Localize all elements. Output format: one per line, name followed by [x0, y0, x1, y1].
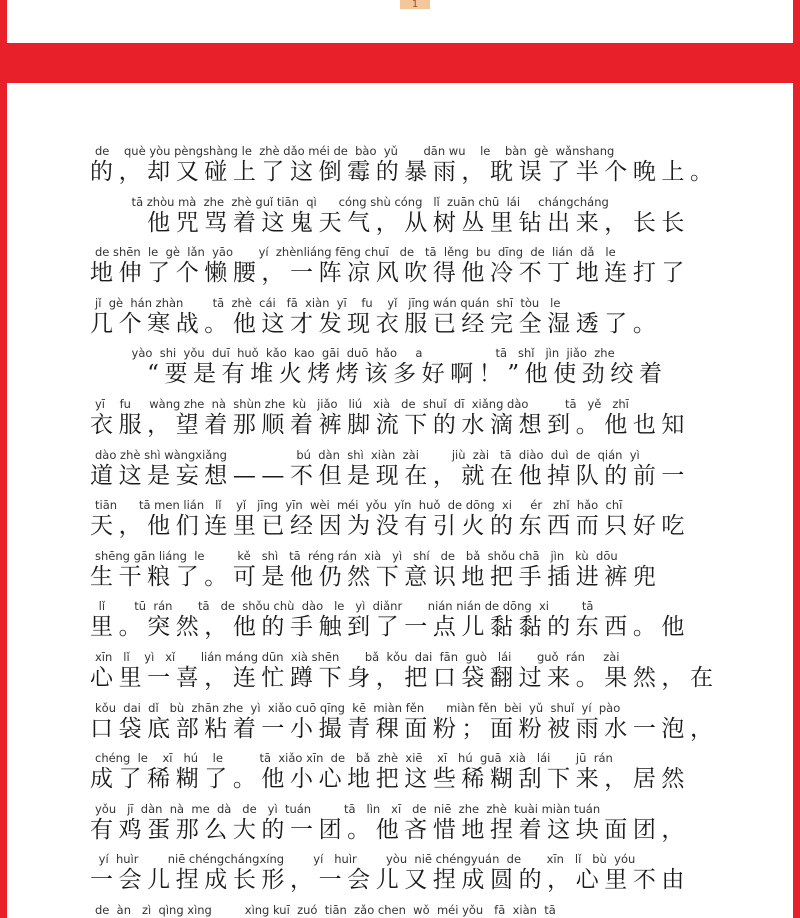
text-line — [7, 649, 793, 699]
pinyin-row: yī fu wàng zhe nà shùn zhe kù jiǎo liú xià de shuǐ dī xiǎng dào tā yě zhī — [95, 397, 629, 411]
previous-page-strip — [7, 0, 793, 43]
hanzi-row: 心里一喜，连忙蹲下身，把口袋翻过来。果然，在 — [90, 665, 719, 691]
pinyin-row: yào shi yǒu duī huǒ kǎo kao gāi duō hǎo a tā shǐ jìn jiǎo zhe — [95, 346, 615, 361]
text-line — [7, 295, 793, 345]
text-line — [7, 598, 793, 648]
hanzi-row: 天，他们连里已经因为没有引火的东西而只好吃 — [90, 513, 690, 540]
pinyin-row: yí huìr niē chéngchángxíng yí huìr yòu niē chéngyuán de xīn lǐ bù yóu — [95, 852, 636, 867]
text-line — [7, 447, 793, 497]
hanzi-row: 的，却又碰上了这倒霉的暴雨，耽误了半个晚上。 — [90, 159, 719, 185]
text-line — [7, 700, 793, 750]
hanzi-row: 一会儿捏成长形，一会儿又捏成圆的，心里不由 — [90, 867, 690, 894]
text-line — [7, 851, 793, 901]
hanzi-row: 他咒骂着这鬼天气，从树丛里钻出来，长长 — [90, 209, 690, 236]
pinyin-row: de àn zì qìng xìng xìng kuī zuó tiān zǎo chen wǒ méi yǒu fā xiàn tā — [95, 903, 556, 917]
hanzi-row: 地伸了个懒腰，一阵凉风吹得他冷不丁地连打了 — [90, 260, 690, 287]
hanzi-row: 衣服，望着那顺着裤脚流下的水滴想到。他也知 — [90, 412, 690, 438]
pinyin-row: yǒu jī dàn nà me dà de yì tuán tā lìn xī de niē zhe zhè kuài miàn tuán — [95, 801, 601, 816]
pinyin-row: jǐ gè hán zhàn tā zhè cái fā xiàn yī fu yǐ jīng wán quán shī tòu le — [95, 295, 561, 310]
text-line — [7, 244, 793, 294]
text-line — [7, 750, 793, 800]
text-line — [7, 143, 793, 193]
hanzi-row: “要是有堆火烤烤该多好啊！”他使劲绞着 — [90, 361, 668, 388]
pinyin-row: chéng le xī hú le tā xiǎo xīn de bǎ zhè xiē xī hú guā xià lái jū rán — [95, 751, 613, 766]
story-page — [7, 83, 793, 918]
text-line — [7, 345, 793, 395]
text-line — [7, 801, 793, 851]
hanzi-row: 生干粮了。可是他仍然下意识地把手插进裤兜 — [90, 563, 662, 590]
pinyin-row: lǐ tū rán tā de shǒu chù dào le yì diǎnr nián nián de dōng xi tā — [95, 599, 594, 614]
pinyin-row: de què yòu pèngshàng le zhè dǎo méi de bào yǔ dān wu le bàn gè wǎnshang — [95, 144, 615, 158]
pinyin-row: xīn lǐ yì xǐ lián máng dūn xià shēn bǎ kǒu dai fān guò lái guǒ rán zài — [95, 650, 620, 664]
pinyin-row: kǒu dai dǐ bù zhān zhe yì xiǎo cuō qīng kē miàn fěn miàn fěn bèi yǔ shuǐ yí pào — [95, 700, 621, 715]
hanzi-row: 有鸡蛋那么大的一团。他吝惜地捏着这块面团， — [90, 816, 690, 843]
pinyin-row: shēng gān liáng le kě shì tā réng rán xià yì shí de bǎ shǒu chā jìn kù dōu — [95, 548, 618, 563]
pinyin-row: de shēn le gè lǎn yāo yí zhènliáng fēng chuī de tā lěng bu dīng de lián dǎ le — [95, 245, 616, 260]
page-number: 1 — [400, 0, 430, 9]
text-line — [7, 396, 793, 446]
text-line — [7, 497, 793, 547]
hanzi-row: 成了稀糊了。他小心地把这些稀糊刮下来，居然 — [90, 766, 690, 793]
text-line — [7, 902, 793, 918]
pinyin-row: tiān tā men lián lǐ yǐ jīng yīn wèi méi yǒu yǐn huǒ de dōng xi ér zhǐ hǎo chī — [95, 498, 623, 513]
text-line — [7, 194, 793, 244]
pinyin-row: dào zhè shì wàngxiǎng bú dàn shì xiàn zài jiù zài tā diào duì de qián yì — [95, 447, 640, 462]
text-line — [7, 548, 793, 598]
pinyin-row: tā zhòu mà zhe zhè guǐ tiān qì cóng shù cóng lǐ zuān chū lái chángcháng — [95, 194, 609, 209]
hanzi-row: 几个寒战。他这才发现衣服已经完全湿透了。 — [90, 310, 662, 337]
hanzi-row: 里。突然，他的手触到了一点儿黏黏的东西。他 — [90, 614, 690, 641]
hanzi-row: 道这是妄想——不但是现在，就在他掉队的前一 — [90, 462, 690, 489]
hanzi-row: 口袋底部粘着一小撮青稞面粉；面粉被雨水一泡， — [90, 715, 719, 742]
